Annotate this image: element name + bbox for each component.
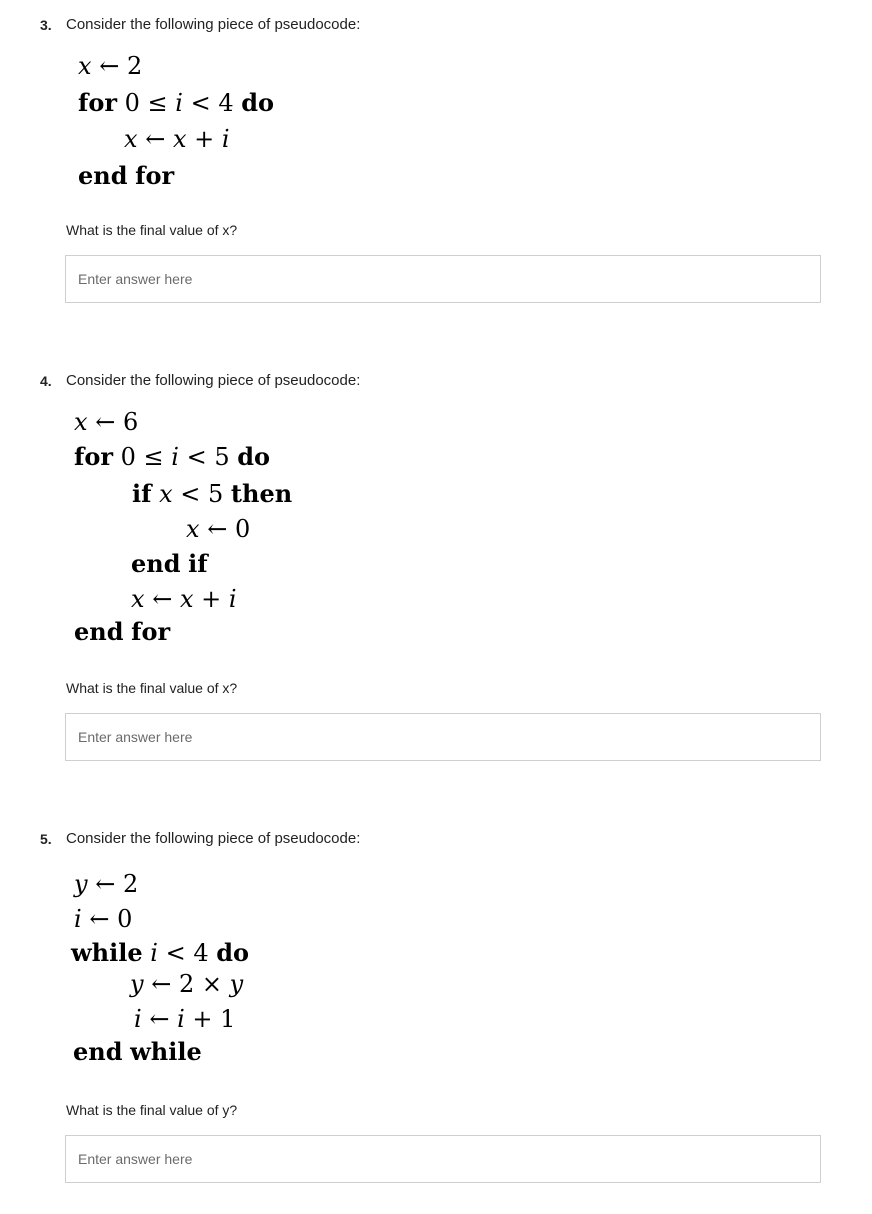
answer-input[interactable] (65, 255, 821, 303)
code-line-2: i ← 0 (74, 905, 133, 933)
code-line-4: x ← 0 (186, 515, 251, 543)
code-line-1: x ← 6 (74, 408, 139, 436)
question-number: 5. (40, 831, 52, 847)
code-line-6: end while (73, 1037, 202, 1066)
code-line-4: end for (78, 161, 175, 190)
question-number: 4. (40, 373, 52, 389)
code-line-1: x ← 2 (78, 52, 143, 80)
answer-input[interactable] (65, 713, 821, 761)
code-line-7: end for (74, 617, 171, 646)
question-prompt: Consider the following piece of pseudocode: (66, 16, 361, 33)
code-line-3: if x < 5 then (132, 479, 293, 508)
question-number: 3. (40, 17, 52, 33)
question-prompt: Consider the following piece of pseudocode: (66, 372, 361, 389)
question-text: What is the final value of x? (66, 680, 238, 696)
code-line-3: while i < 4 do (71, 938, 250, 967)
code-line-5: end if (131, 549, 208, 578)
code-line-1: y ← 2 (74, 870, 139, 898)
code-line-5: i ← i + 1 (134, 1005, 236, 1033)
code-line-4: y ← 2 × y (130, 970, 244, 998)
answer-input[interactable] (65, 1135, 821, 1183)
question-text: What is the final value of y? (66, 1102, 238, 1118)
code-line-2: for 0 ≤ i < 4 do (78, 88, 275, 117)
question-prompt: Consider the following piece of pseudocode: (66, 830, 361, 847)
code-line-3: x ← x + i (124, 125, 230, 153)
code-line-6: x ← x + i (131, 585, 237, 613)
code-line-2: for 0 ≤ i < 5 do (74, 442, 271, 471)
question-text: What is the final value of x? (66, 222, 238, 238)
